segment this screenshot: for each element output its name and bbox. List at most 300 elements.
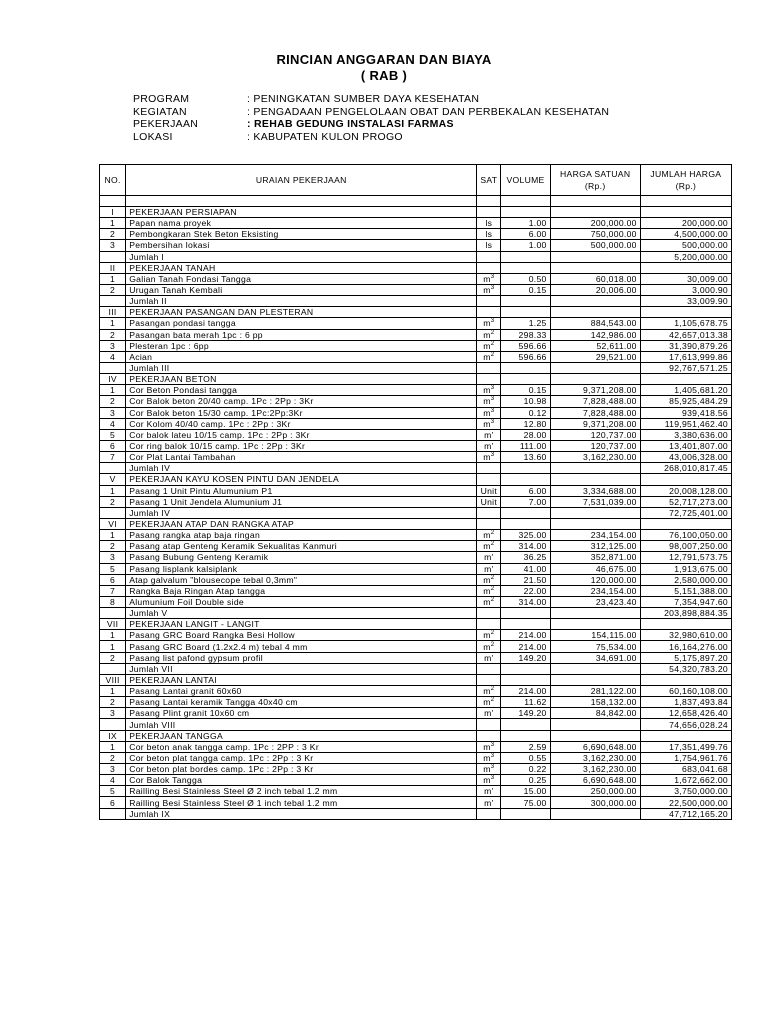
cell-jumlah-harga-text: 47,712,165.20 [669, 808, 728, 819]
cell-volume [501, 764, 550, 775]
cell-no [100, 596, 126, 607]
subtotal-row [100, 463, 732, 474]
cell-harga-satuan-text: 60,018.00 [595, 273, 637, 284]
section-row [100, 674, 732, 685]
table-row [100, 218, 732, 229]
cell-no-text: 1 [110, 641, 116, 652]
cell-jumlah-harga [640, 552, 731, 563]
cell-uraian-text: Jumlah I [129, 251, 165, 262]
cell-harga-satuan [550, 407, 640, 418]
unit-exponent: 2 [490, 697, 495, 704]
cell-uraian [126, 764, 477, 775]
cell-uraian [126, 730, 477, 741]
cell-harga-satuan-text: 500,000.00 [590, 240, 637, 251]
cell-uraian [126, 440, 477, 451]
cell-uraian [126, 396, 477, 407]
cell-harga-satuan [550, 574, 640, 585]
cell-jumlah-harga [640, 318, 731, 329]
cell-sat-text: m [483, 385, 491, 396]
cell-volume-text: 314.00 [518, 596, 547, 607]
cell-sat [477, 719, 501, 730]
cell-harga-satuan [550, 507, 640, 518]
cell-harga-satuan-text: 200,000.00 [590, 218, 637, 229]
cell-sat [477, 585, 501, 596]
cell-no [100, 362, 126, 373]
cell-jumlah-harga-text: 1,837,493.84 [674, 697, 728, 708]
table-row [100, 652, 732, 663]
cell-jumlah-harga-text: 60,160,108.00 [669, 686, 728, 697]
cell-volume-text: 1.25 [528, 318, 547, 329]
cell-harga-satuan-text: 300,000.00 [590, 797, 637, 808]
cell-uraian-text: Pasang GRC Board (1.2x2.4 m) tebal 4 mm [129, 641, 308, 652]
cell-jumlah-harga [640, 641, 731, 652]
cell-harga-satuan-text: 75,534.00 [595, 641, 637, 652]
cell-no-text: 2 [110, 229, 116, 240]
section-row [100, 474, 732, 485]
cell-uraian [126, 686, 477, 697]
cell-harga-satuan-text: 142,986.00 [590, 329, 637, 340]
unit-exponent: 3 [490, 418, 495, 425]
cell-sat-text: m [483, 329, 491, 340]
cell-jumlah-harga-text: 42,657,013.38 [669, 329, 728, 340]
cell-no-text: 3 [110, 708, 116, 719]
cell-volume [501, 786, 550, 797]
info-value: : KABUPATEN KULON PROGO [247, 130, 403, 143]
cell-harga-satuan-text: 3,162,230.00 [582, 752, 637, 763]
unit-exponent: 3 [490, 741, 495, 748]
cell-jumlah-harga [640, 429, 731, 440]
table-row [100, 396, 732, 407]
cell-no-text: 1 [110, 485, 116, 496]
cell-volume [501, 674, 550, 685]
cell-harga-satuan-text: 158,132.00 [590, 697, 637, 708]
subtotal-row [100, 808, 732, 819]
unit-exponent: 3 [490, 752, 495, 759]
cell-uraian-text: Pembersihan lokasi [129, 240, 210, 251]
cell-uraian [126, 273, 477, 284]
cell-volume [501, 362, 550, 373]
cell-no [100, 674, 126, 685]
cell-jumlah-harga [640, 808, 731, 819]
cell-uraian [126, 463, 477, 474]
cell-volume-text: 21.50 [523, 574, 547, 585]
cell-harga-satuan [550, 641, 640, 652]
cell-volume [501, 708, 550, 719]
cell-volume [501, 351, 550, 362]
cell-volume [501, 808, 550, 819]
cell-harga-satuan-text: 84,842.00 [595, 708, 637, 719]
cell-no [100, 463, 126, 474]
cell-harga-satuan [550, 652, 640, 663]
cell-sat [477, 563, 501, 574]
cell-uraian-text: Cor beton anak tangga camp. 1Pc : 2PP : 3 Kr [129, 741, 319, 752]
cell-jumlah-harga [640, 630, 731, 641]
cell-sat-text: m [483, 418, 491, 429]
cell-sat [477, 619, 501, 630]
cell-harga-satuan-text: 750,000.00 [590, 229, 637, 240]
cell-harga-satuan [550, 518, 640, 529]
table-row [100, 697, 732, 708]
cell-sat [477, 229, 501, 240]
cell-uraian-text: Pasangan pondasi tangga [129, 318, 236, 329]
cell-jumlah-harga [640, 374, 731, 385]
cell-no-text: 1 [110, 530, 116, 541]
cell-sat [477, 385, 501, 396]
document-subtitle: ( RAB ) [360, 68, 408, 83]
cell-sat [477, 730, 501, 741]
cell-uraian-text: Railling Besi Stainless Steel Ø 1 inch tebal 1.2 mm [129, 797, 338, 808]
cell-volume-text: 22.00 [523, 585, 547, 596]
cell-volume-text: 0.55 [528, 752, 547, 763]
cell-sat-text: ls [485, 218, 493, 229]
cell-harga-satuan-text: 3,162,230.00 [582, 764, 637, 775]
cell-volume [501, 697, 550, 708]
cell-uraian [126, 407, 477, 418]
cell-sat-text: m [483, 340, 491, 351]
info-row [133, 118, 609, 131]
cell-no [100, 630, 126, 641]
cell-volume [501, 273, 550, 284]
cell-sat [477, 474, 501, 485]
cell-sat [477, 218, 501, 229]
section-row [100, 619, 732, 630]
cell-harga-satuan [550, 440, 640, 451]
cell-no-text: 6 [110, 441, 116, 452]
cell-uraian-text: PEKERJAAN ATAP DAN RANGKA ATAP [129, 519, 295, 529]
table-row [100, 407, 732, 418]
cell-volume [501, 752, 550, 763]
cell-no [100, 318, 126, 329]
cell-harga-satuan [550, 284, 640, 295]
col-header-jumlah-harga: JUMLAH HARGA (Rp.) [640, 165, 731, 196]
cell-no-text: IV [108, 374, 117, 385]
subtotal-row [100, 608, 732, 619]
cell-no [100, 752, 126, 763]
cell-no-text: 1 [110, 686, 116, 697]
cell-jumlah-harga [640, 507, 731, 518]
cell-volume-text: 41.00 [523, 563, 547, 574]
cell-sat-text: m [483, 697, 491, 708]
cell-jumlah-harga-text: 2,580,000.00 [674, 574, 728, 585]
cell-sat-text: m [483, 541, 491, 552]
cell-harga-satuan-text: 6,690,648.00 [582, 775, 637, 786]
cell-sat-text: m [483, 641, 491, 652]
cell-uraian [126, 563, 477, 574]
cell-jumlah-harga-text: 500,000.00 [681, 240, 728, 251]
cell-no-text: 7 [110, 452, 116, 463]
cell-sat [477, 374, 501, 385]
cell-jumlah-harga-text: 76,100,050.00 [669, 530, 728, 541]
cell-jumlah-harga-text: 939,418.56 [681, 407, 728, 418]
cell-no [100, 385, 126, 396]
cell-sat [477, 440, 501, 451]
cell-no [100, 262, 126, 273]
cell-uraian [126, 329, 477, 340]
cell-harga-satuan [550, 663, 640, 674]
cell-no-text: 5 [110, 786, 116, 797]
cell-volume [501, 251, 550, 262]
cell-volume [501, 630, 550, 641]
cell-volume [501, 530, 550, 541]
cell-harga-satuan [550, 596, 640, 607]
info-value: : REHAB GEDUNG INSTALASI FARMAS [247, 118, 454, 130]
cell-harga-satuan-text: 884,543.00 [590, 318, 637, 329]
table-row [100, 273, 732, 284]
cell-jumlah-harga [640, 674, 731, 685]
cell-volume-text: 1.00 [528, 240, 547, 251]
cell-no [100, 619, 126, 630]
cell-jumlah-harga [640, 730, 731, 741]
cell-harga-satuan [550, 786, 640, 797]
table-row [100, 686, 732, 697]
cell-volume-text: 596.66 [518, 351, 547, 362]
cell-uraian-text: Pasang Bubung Genteng Keramik [129, 552, 269, 563]
cell-no-text: 4 [110, 418, 116, 429]
unit-exponent: 2 [490, 641, 495, 648]
cell-uraian [126, 663, 477, 674]
cell-harga-satuan [550, 485, 640, 496]
cell-volume-text: 149.20 [518, 708, 547, 719]
cell-no-text: 2 [110, 496, 116, 507]
cell-sat [477, 552, 501, 563]
cell-sat [477, 741, 501, 752]
cell-volume [501, 262, 550, 273]
spacer-cell [100, 196, 126, 207]
cell-harga-satuan [550, 273, 640, 284]
cell-harga-satuan [550, 563, 640, 574]
cell-jumlah-harga-text: 43,006,328.00 [669, 452, 728, 463]
cell-no [100, 440, 126, 451]
cell-volume-text: 214.00 [518, 630, 547, 641]
cell-sat-text: Unit [480, 485, 498, 496]
cell-no [100, 775, 126, 786]
info-key: KEGIATAN [133, 105, 187, 118]
cell-no-text: VI [108, 519, 117, 529]
cell-sat [477, 284, 501, 295]
cell-volume [501, 218, 550, 229]
cell-no [100, 663, 126, 674]
cell-harga-satuan-text: 250,000.00 [590, 786, 637, 797]
cell-volume-text: 214.00 [518, 686, 547, 697]
table-row [100, 708, 732, 719]
cell-jumlah-harga [640, 284, 731, 295]
cell-jumlah-harga-text: 74,656,028.24 [669, 719, 728, 730]
cell-no-text: 5 [110, 563, 116, 574]
cell-uraian-text: Cor Balok beton 15/30 camp. 1Pc:2Pp:3Kr [129, 407, 303, 418]
cell-uraian [126, 496, 477, 507]
cell-uraian-text: Urugan Tanah Kembali [129, 285, 223, 296]
cell-jumlah-harga-text: 13,401,807.00 [669, 441, 728, 452]
cell-volume-text: 1.00 [528, 218, 547, 229]
cell-no-text: 2 [110, 652, 116, 663]
cell-harga-satuan-text: 9,371,208.00 [582, 385, 637, 396]
cell-jumlah-harga-text: 85,925,484.29 [669, 396, 728, 407]
table-row [100, 485, 732, 496]
cell-volume [501, 585, 550, 596]
cell-harga-satuan [550, 619, 640, 630]
unit-exponent: 2 [490, 351, 495, 358]
table-row [100, 452, 732, 463]
cell-jumlah-harga [640, 485, 731, 496]
cell-no-text: I [111, 207, 114, 218]
cell-sat [477, 351, 501, 362]
cell-jumlah-harga-text: 1,754,961.76 [674, 752, 728, 763]
cell-sat-text: m' [484, 786, 494, 797]
cell-jumlah-harga [640, 307, 731, 318]
cell-volume-text: 13.60 [523, 452, 547, 463]
cell-jumlah-harga-text: 4,500,000.00 [674, 229, 728, 240]
cell-harga-satuan [550, 218, 640, 229]
cell-uraian [126, 452, 477, 463]
cell-sat [477, 240, 501, 251]
cell-sat [477, 630, 501, 641]
cell-sat [477, 663, 501, 674]
cell-volume [501, 340, 550, 351]
cell-no-text: 1 [110, 318, 116, 329]
cell-jumlah-harga [640, 385, 731, 396]
cell-uraian [126, 284, 477, 295]
cell-uraian-text: Papan nama proyek [129, 218, 212, 229]
cell-harga-satuan [550, 318, 640, 329]
cell-sat [477, 686, 501, 697]
cell-no [100, 652, 126, 663]
cell-harga-satuan-text: 7,828,488.00 [582, 396, 637, 407]
cell-uraian-text: Cor Balok Tangga [129, 775, 203, 786]
cell-uraian-text: Alumunium Foil Double side [129, 596, 244, 607]
cell-volume [501, 284, 550, 295]
cell-uraian [126, 541, 477, 552]
cell-no [100, 574, 126, 585]
cell-sat [477, 485, 501, 496]
cell-no [100, 229, 126, 240]
cell-harga-satuan-text: 234,154.00 [590, 530, 637, 541]
table-row [100, 329, 732, 340]
cell-sat [477, 207, 501, 218]
cell-volume [501, 296, 550, 307]
cell-sat [477, 697, 501, 708]
table-row [100, 741, 732, 752]
cell-sat-text: m [483, 318, 491, 329]
cell-volume-text: 36.25 [523, 552, 547, 563]
cell-uraian-text: PEKERJAAN KAYU KOSEN PINTU DAN JENDELA [129, 474, 340, 485]
cell-sat [477, 262, 501, 273]
cell-uraian [126, 530, 477, 541]
cell-jumlah-harga-text: 31,390,879.26 [669, 340, 728, 351]
table-row [100, 240, 732, 251]
cell-no-text: 7 [110, 585, 116, 596]
cell-volume-text: 0.22 [528, 764, 547, 775]
cell-volume [501, 541, 550, 552]
cell-volume [501, 719, 550, 730]
cell-uraian [126, 752, 477, 763]
cell-volume [501, 374, 550, 385]
cell-uraian [126, 719, 477, 730]
cell-no [100, 697, 126, 708]
cell-uraian [126, 218, 477, 229]
cell-harga-satuan [550, 730, 640, 741]
cell-sat [477, 752, 501, 763]
col-header-sat: SAT [477, 165, 501, 196]
cell-uraian-text: PEKERJAAN LANTAI [129, 674, 217, 685]
cell-harga-satuan [550, 329, 640, 340]
cell-volume [501, 652, 550, 663]
cell-sat-text: m' [484, 563, 494, 574]
spacer-cell [477, 196, 501, 207]
cell-jumlah-harga [640, 474, 731, 485]
col-header-no: NO. [100, 165, 126, 196]
cell-sat-text: m' [484, 441, 494, 452]
cell-jumlah-harga-text: 30,009.00 [687, 273, 728, 284]
cell-uraian-text: Pasang 1 Unit Jendela Alumunium J1 [129, 496, 283, 507]
cell-harga-satuan [550, 708, 640, 719]
cell-no [100, 496, 126, 507]
cell-sat [477, 518, 501, 529]
cell-harga-satuan [550, 351, 640, 362]
cell-harga-satuan [550, 207, 640, 218]
cell-volume-text: 0.12 [528, 407, 547, 418]
cell-jumlah-harga-text: 1,105,678.75 [674, 318, 728, 329]
cell-volume [501, 396, 550, 407]
cell-volume-text: 149.20 [518, 652, 547, 663]
cell-volume [501, 619, 550, 630]
cell-sat [477, 608, 501, 619]
cell-uraian [126, 474, 477, 485]
spacer-cell [501, 196, 550, 207]
document-title: RINCIAN ANGGARAN DAN BIAYA [276, 52, 492, 67]
cell-no [100, 741, 126, 752]
cell-volume-text: 11.62 [524, 697, 547, 708]
cell-sat-text: m' [484, 652, 494, 663]
cell-no [100, 396, 126, 407]
table-row [100, 530, 732, 541]
cell-harga-satuan [550, 719, 640, 730]
subtotal-row [100, 251, 732, 262]
cell-uraian-text: Cor Beton Pondasi tangga [129, 385, 238, 396]
cell-jumlah-harga-text: 92,767,571.25 [669, 363, 728, 374]
cell-no-text: III [108, 307, 117, 318]
cell-no-text: 2 [110, 697, 116, 708]
cell-jumlah-harga-text: 12,658,426.40 [669, 708, 728, 719]
info-key: LOKASI [133, 130, 173, 143]
cell-uraian-text: Pasang Lantai keramik Tangga 40x40 cm [129, 697, 298, 708]
cell-no [100, 641, 126, 652]
cell-uraian [126, 251, 477, 262]
cell-harga-satuan [550, 797, 640, 808]
cell-jumlah-harga-text: 32,980,610.00 [669, 630, 728, 641]
cell-uraian [126, 608, 477, 619]
cell-harga-satuan [550, 240, 640, 251]
table-header-row [100, 165, 732, 196]
cell-jumlah-harga-text: 683,041.68 [681, 764, 728, 775]
cell-jumlah-harga-text: 5,175,897.20 [674, 652, 728, 663]
cell-volume [501, 775, 550, 786]
unit-exponent: 3 [490, 318, 495, 325]
cell-harga-satuan-text: 23,423.40 [595, 596, 637, 607]
cell-sat-text: ls [485, 240, 493, 251]
cell-sat [477, 418, 501, 429]
cell-harga-satuan [550, 296, 640, 307]
cell-jumlah-harga [640, 452, 731, 463]
cell-jumlah-harga [640, 596, 731, 607]
cell-uraian [126, 429, 477, 440]
rab-table [99, 164, 732, 820]
section-row [100, 374, 732, 385]
table-row [100, 541, 732, 552]
cell-no-text: 3 [110, 240, 116, 251]
cell-sat [477, 764, 501, 775]
cell-no [100, 307, 126, 318]
cell-sat [477, 596, 501, 607]
